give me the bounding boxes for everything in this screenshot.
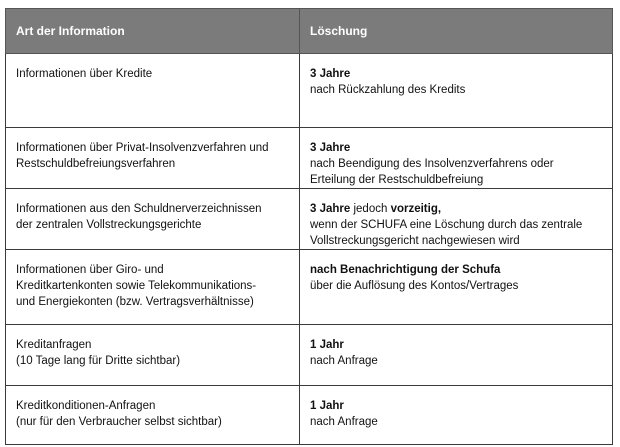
info-text: Kreditkartenkonten sowie Telekommunikations- bbox=[16, 280, 257, 292]
deletion-text: über die Auflösung des Kontos/Vertrages bbox=[310, 280, 519, 292]
info-text: Informationen über Kredite bbox=[16, 68, 153, 80]
header-info-type: Art der Information bbox=[6, 9, 300, 54]
info-cell bbox=[6, 54, 300, 128]
deletion-early-label: vorzeitig, bbox=[390, 203, 442, 215]
info-text: Restschuldbefreiungsverfahren bbox=[16, 158, 176, 170]
deletion-text: Vollstreckungsgericht nachgewiesen wird bbox=[310, 235, 520, 247]
deletion-cell bbox=[300, 386, 613, 445]
table-row bbox=[6, 325, 613, 386]
table-row bbox=[6, 128, 613, 189]
deletion-cell bbox=[300, 325, 613, 386]
deletion-cell bbox=[300, 189, 613, 250]
deletion-period: 1 Jahr bbox=[310, 339, 344, 351]
deletion-period: 3 Jahre bbox=[310, 142, 351, 154]
table-row bbox=[6, 189, 613, 250]
info-cell bbox=[6, 386, 300, 445]
info-text: Informationen über Giro- und bbox=[16, 264, 164, 276]
table-row bbox=[6, 54, 613, 128]
deletion-text: Erteilung der Restschuldbefreiung bbox=[310, 174, 484, 186]
info-cell bbox=[6, 128, 300, 189]
info-text: Informationen aus den Schuldnerverzeichnissen bbox=[16, 203, 262, 215]
schufa-deletion-table-container bbox=[5, 8, 612, 445]
deletion-cell bbox=[300, 128, 613, 189]
deletion-period: 3 Jahre bbox=[310, 68, 351, 80]
info-text: der zentralen Vollstreckungsgerichte bbox=[16, 219, 202, 231]
info-cell bbox=[6, 189, 300, 250]
schufa-deletion-table bbox=[5, 8, 613, 445]
header-deletion: Löschung bbox=[300, 9, 613, 54]
deletion-period: nach Benachrichtigung der Schufa bbox=[310, 264, 501, 276]
deletion-period: 1 Jahr bbox=[310, 400, 344, 412]
table-row bbox=[6, 250, 613, 325]
info-cell bbox=[6, 250, 300, 325]
deletion-cell bbox=[300, 54, 613, 128]
deletion-text: nach Anfrage bbox=[310, 416, 378, 428]
info-text: Informationen über Privat-Insolvenzverfahren und bbox=[16, 142, 269, 154]
info-text: und Energiekonten (bzw. Vertragsverhältnisse) bbox=[16, 296, 254, 308]
deletion-cell bbox=[300, 250, 613, 325]
info-text: (10 Tage lang für Dritte sichtbar) bbox=[16, 355, 181, 367]
deletion-text: nach Beendigung des Insolvenzverfahrens oder bbox=[310, 158, 554, 170]
info-text: Kreditanfragen bbox=[16, 339, 92, 351]
deletion-connector: jedoch bbox=[350, 203, 391, 215]
deletion-period: 3 Jahre bbox=[310, 203, 351, 215]
deletion-text: nach Anfrage bbox=[310, 355, 378, 367]
table-row bbox=[6, 386, 613, 445]
deletion-text: nach Rückzahlung des Kredits bbox=[310, 84, 466, 96]
table-header-row bbox=[6, 9, 613, 54]
deletion-heading-line bbox=[310, 201, 602, 217]
info-text: (nur für den Verbraucher selbst sichtbar) bbox=[16, 416, 222, 428]
info-cell bbox=[6, 325, 300, 386]
info-text: Kreditkonditionen-Anfragen bbox=[16, 400, 156, 412]
deletion-text: wenn der SCHUFA eine Löschung durch das zentrale bbox=[310, 219, 583, 231]
